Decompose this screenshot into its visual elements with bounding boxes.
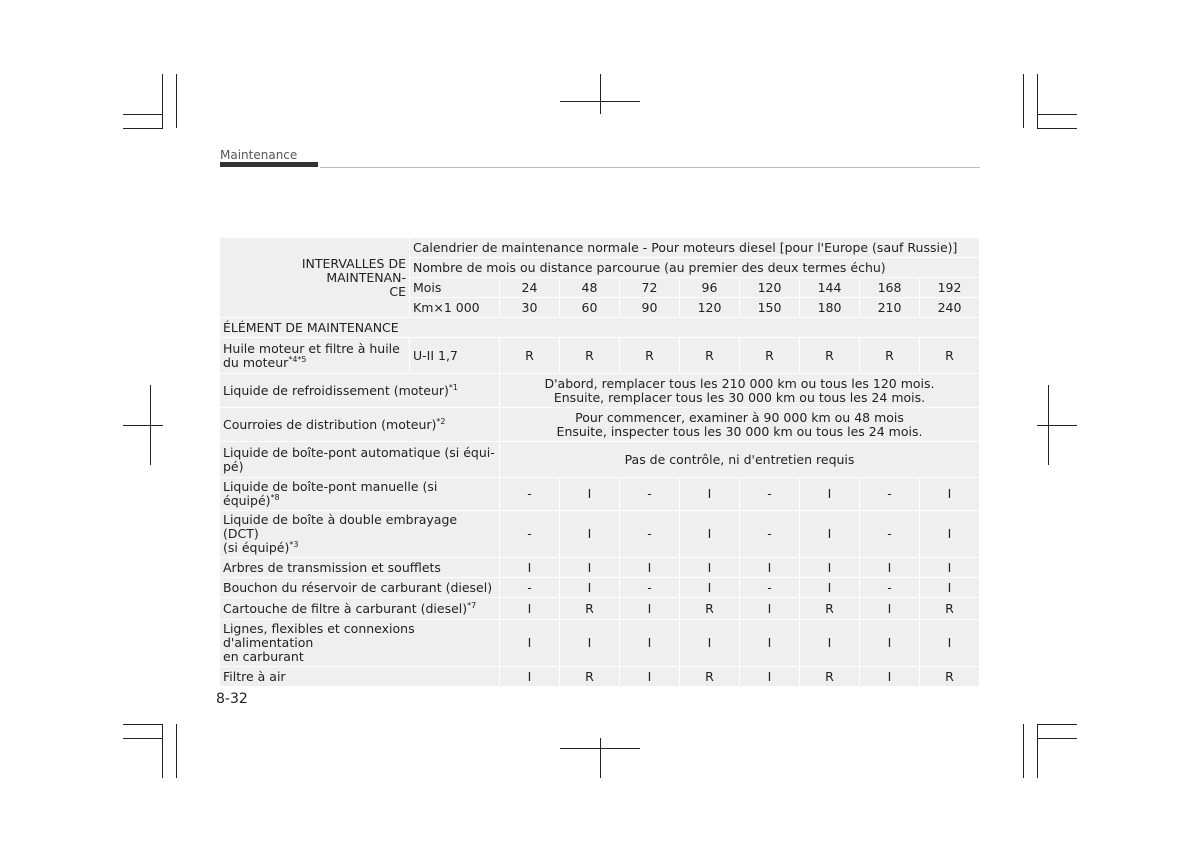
km-cell: 90 (620, 298, 680, 318)
value-cell: - (860, 578, 920, 598)
value-cell: R (500, 338, 560, 374)
table-row (220, 408, 980, 442)
value-cell: I (740, 667, 800, 687)
value-cell: R (920, 667, 980, 687)
table-subtitle: Nombre de mois ou distance parcourue (au premier des deux termes échu) (410, 258, 980, 278)
value-cell: - (500, 578, 560, 598)
value-cell: I (560, 620, 620, 667)
value-cell: I (920, 478, 980, 511)
value-cell: I (620, 667, 680, 687)
value-cell: I (920, 558, 980, 578)
value-cell: I (560, 578, 620, 598)
table-row (220, 511, 980, 558)
value-cell: I (740, 558, 800, 578)
table-row (220, 478, 980, 511)
months-label: Mois (410, 278, 500, 298)
row-label: Filtre à air (220, 667, 500, 687)
value-cell: - (860, 511, 920, 558)
section-header: Maintenance (220, 148, 298, 162)
value-cell: I (920, 578, 980, 598)
km-cell: 30 (500, 298, 560, 318)
page-number: 8-32 (216, 691, 248, 707)
value-cell: - (740, 511, 800, 558)
month-cell: 24 (500, 278, 560, 298)
value-cell: I (500, 558, 560, 578)
table-row (220, 338, 980, 374)
km-cell: 120 (680, 298, 740, 318)
value-cell: R (800, 338, 860, 374)
value-cell: I (560, 511, 620, 558)
value-cell: I (500, 620, 560, 667)
table-row (220, 374, 980, 408)
value-cell: I (860, 620, 920, 667)
intervals-header: INTERVALLES DE MAINTENAN- CE (220, 238, 410, 318)
value-cell: R (860, 338, 920, 374)
month-cell: 72 (620, 278, 680, 298)
month-cell: 144 (800, 278, 860, 298)
km-label: Km×1 000 (410, 298, 500, 318)
km-cell: 60 (560, 298, 620, 318)
value-cell: I (860, 598, 920, 620)
row-label: Liquide de boîte-pont manuelle (si équipé)$^{*8}$ (220, 478, 500, 511)
month-cell: 192 (920, 278, 980, 298)
value-cell: I (860, 667, 920, 687)
value-cell: I (620, 620, 680, 667)
row-label: Lignes, flexibles et connexions d'alimentation en carburant (220, 620, 500, 667)
value-cell: I (800, 558, 860, 578)
value-cell: I (680, 620, 740, 667)
value-cell: R (740, 338, 800, 374)
km-cell: 240 (920, 298, 980, 318)
row-label: Bouchon du réservoir de carburant (diesel) (220, 578, 500, 598)
value-cell: I (800, 511, 860, 558)
row-label: Liquide de boîte-pont automatique (si équi- pé) (220, 442, 500, 478)
value-cell: - (740, 478, 800, 511)
value-cell: R (560, 667, 620, 687)
value-cell: R (560, 338, 620, 374)
value-cell: I (560, 478, 620, 511)
span-note: Pas de contrôle, ni d'entretien requis (500, 442, 980, 478)
value-cell: R (800, 598, 860, 620)
km-cell: 180 (800, 298, 860, 318)
table-row (220, 558, 980, 578)
value-cell: R (920, 338, 980, 374)
table-row (220, 620, 980, 667)
value-cell: - (860, 478, 920, 511)
row-label: Huile moteur et filtre à huile du moteur$^{*4*5}$ (220, 338, 410, 374)
value-cell: R (800, 667, 860, 687)
header-divider (320, 167, 980, 168)
value-cell: R (680, 338, 740, 374)
month-cell: 120 (740, 278, 800, 298)
month-cell: 48 (560, 278, 620, 298)
value-cell: I (860, 558, 920, 578)
value-cell: - (500, 511, 560, 558)
header-bar (220, 162, 318, 167)
row-label: Courroies de distribution (moteur)$^{*2}$ (220, 408, 500, 442)
element-header: ÉLÉMENT DE MAINTENANCE (220, 318, 980, 338)
value-cell: - (620, 578, 680, 598)
value-cell: I (680, 578, 740, 598)
table-title: Calendrier de maintenance normale - Pour moteurs diesel [pour l'Europe (sauf Russie)] (410, 238, 980, 258)
value-cell: I (740, 598, 800, 620)
value-cell: - (620, 511, 680, 558)
value-cell: I (800, 478, 860, 511)
row-label: Cartouche de filtre à carburant (diesel)$^{*7}$ (220, 598, 500, 620)
km-cell: 150 (740, 298, 800, 318)
value-cell: I (500, 667, 560, 687)
value-cell: I (920, 511, 980, 558)
month-cell: 96 (680, 278, 740, 298)
value-cell: I (620, 598, 680, 620)
value-cell: - (500, 478, 560, 511)
value-cell: R (560, 598, 620, 620)
table-row (220, 598, 980, 620)
span-note: D'abord, remplacer tous les 210 000 km ou tous les 120 mois. Ensuite, remplacer tous les 30 000 km ou tous les 24 mois. (500, 374, 980, 408)
value-cell: R (920, 598, 980, 620)
row-label: Arbres de transmission et soufflets (220, 558, 500, 578)
value-cell: - (740, 578, 800, 598)
value-cell: I (500, 598, 560, 620)
value-cell: I (560, 558, 620, 578)
table-row (220, 667, 980, 687)
km-cell: 210 (860, 298, 920, 318)
value-cell: R (680, 598, 740, 620)
value-cell: I (800, 620, 860, 667)
table-row (220, 578, 980, 598)
value-cell: I (800, 578, 860, 598)
row-label: Liquide de refroidissement (moteur)$^{*1}$ (220, 374, 500, 408)
value-cell: R (620, 338, 680, 374)
span-note: Pour commencer, examiner à 90 000 km ou 48 mois Ensuite, inspecter tous les 30 000 km ou tous les 24 mois. (500, 408, 980, 442)
oil-spec: U-II 1,7 (410, 338, 500, 374)
maintenance-schedule-table (220, 238, 980, 687)
value-cell: I (920, 620, 980, 667)
value-cell: I (740, 620, 800, 667)
table-row (220, 442, 980, 478)
value-cell: - (620, 478, 680, 511)
value-cell: I (680, 558, 740, 578)
value-cell: R (680, 667, 740, 687)
row-label: Liquide de boîte à double embrayage (DCT) (si équipé)$^{*3}$ (220, 511, 500, 558)
value-cell: I (680, 511, 740, 558)
value-cell: I (680, 478, 740, 511)
value-cell: I (620, 558, 680, 578)
month-cell: 168 (860, 278, 920, 298)
